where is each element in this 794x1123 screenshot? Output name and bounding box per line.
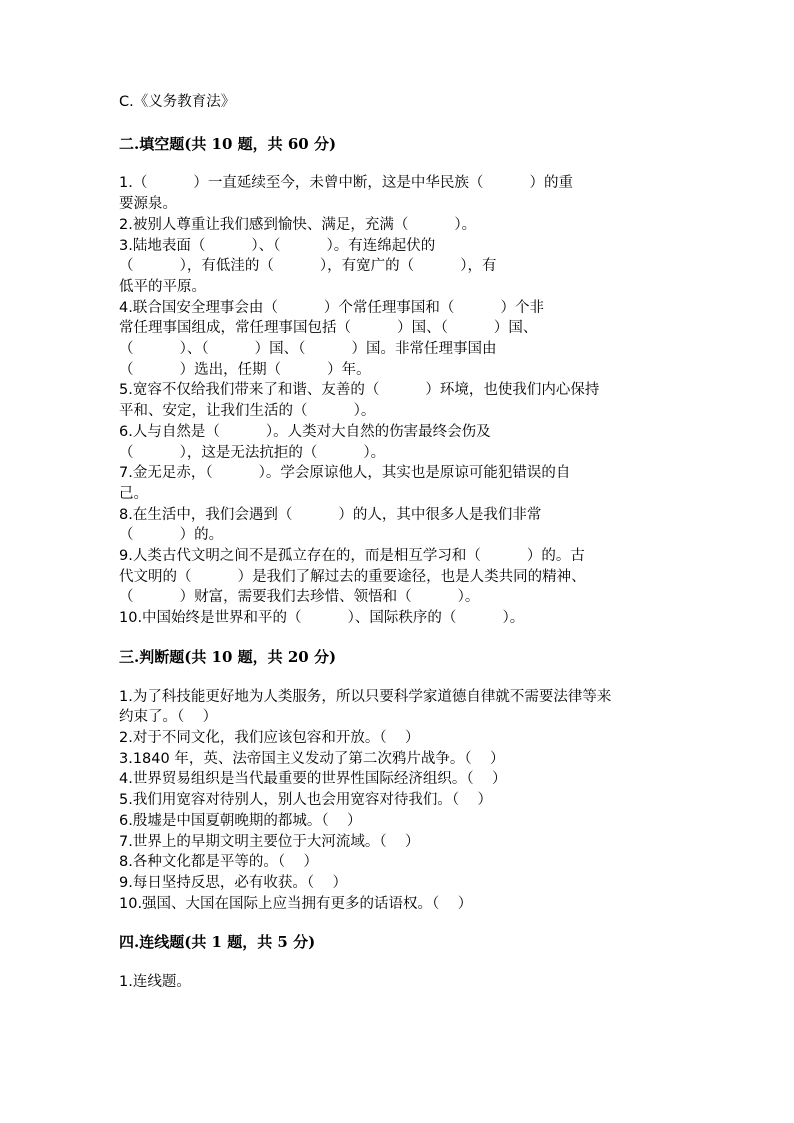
question-line: （ ），这是无法抗拒的（ ）。	[119, 444, 386, 461]
fill-in-questions	[119, 173, 679, 628]
exam-page	[119, 92, 679, 993]
question-line: 要源泉。	[119, 196, 177, 213]
question-line: 6.殷墟是中国夏朝晚期的都城。（ ）	[119, 812, 362, 829]
question-line: 4.世界贸易组织是当代最重要的世界性国际经济组织。（ ）	[119, 771, 507, 788]
question-line: （ ）的。	[119, 527, 224, 544]
question-line: 5.宽容不仅给我们带来了和谐、友善的（ ）环境，也使我们内心保持	[119, 382, 600, 399]
question-line: 4.联合国安全理事会由（ ）个常任理事国和（ ）个非	[119, 299, 545, 316]
option-c: C.《义务教育法》	[119, 94, 236, 110]
section-heading-true-false: 三.判断题(共 10 题，共 20 分)	[119, 647, 337, 666]
question-line: 7.金无足赤，（ ）。学会原谅他人，其实也是原谅可能犯错误的自	[119, 465, 571, 482]
question-line: 己。	[119, 485, 148, 502]
question-line: 10.强国、大国在国际上应当拥有更多的话语权。（ ）	[119, 895, 473, 912]
question-line: 常任理事国组成，常任理事国包括（ ）国、（ ）国、	[119, 320, 538, 337]
question-line: 约束了。（ ）	[119, 709, 218, 726]
question-line: 代文明的（ ）是我们了解过去的重要途径，也是人类共同的精神、	[119, 568, 586, 585]
question-line: 1.为了科技能更好地为人类服务，所以只要科学家道德自律就不需要法律等来	[119, 688, 612, 705]
question-line: （ ）财富，需要我们去珍惜、领悟和（ ）。	[119, 589, 480, 606]
matching-questions	[119, 972, 679, 993]
question-line: 平和、安定，让我们生活的（ ）。	[119, 403, 376, 420]
question-line: 低平的平原。	[119, 278, 206, 295]
question-line: （ ），有低洼的（ ），有宽广的（ ），有	[119, 258, 497, 275]
section-heading-matching: 四.连线题(共 1 题，共 5 分)	[119, 933, 316, 952]
question-line: （ ）、（ ）国、（ ）国。非常任理事国由	[119, 341, 497, 358]
question-line: 2.被别人尊重让我们感到愉快、满足，充满（ ）。	[119, 216, 477, 233]
question-line: 2.对于不同文化，我们应该包容和开放。（ ）	[119, 729, 420, 746]
question-line: 1.（ ）一直延续至今，未曾中断，这是中华民族（ ）的重	[119, 175, 574, 192]
question-line: 3.1840 年，英、法帝国主义发动了第二次鸦片战争。（ ）	[119, 750, 505, 767]
section-heading-fill-in: 二.填空题(共 10 题，共 60 分)	[119, 134, 337, 153]
question-line: 8.各种文化都是平等的。（ ）	[119, 854, 319, 871]
question-line: 3.陆地表面（ ）、（ ）。有连绵起伏的	[119, 237, 436, 254]
question-line: 6.人与自然是（ ）。人类对大自然的伤害最终会伤及	[119, 423, 491, 440]
true-false-questions	[119, 687, 679, 915]
question-line: （ ）选出，任期（ ）年。	[119, 361, 371, 378]
question-line: 10.中国始终是世界和平的（ ）、国际秩序的（ ）。	[119, 610, 525, 627]
question-line: 7.世界上的早期文明主要位于大河流域。（ ）	[119, 833, 420, 850]
question-line: 1.连线题。	[119, 974, 191, 991]
question-line: 9.每日坚持反思，必有收获。（ ）	[119, 874, 348, 891]
question-line: 8.在生活中，我们会遇到（ ）的人，其中很多人是我们非常	[119, 506, 542, 523]
question-line: 5.我们用宽容对待别人，别人也会用宽容对待我们。（ ）	[119, 792, 493, 809]
question-line: 9.人类古代文明之间不是孤立存在的，而是相互学习和（ ）的。古	[119, 548, 585, 565]
